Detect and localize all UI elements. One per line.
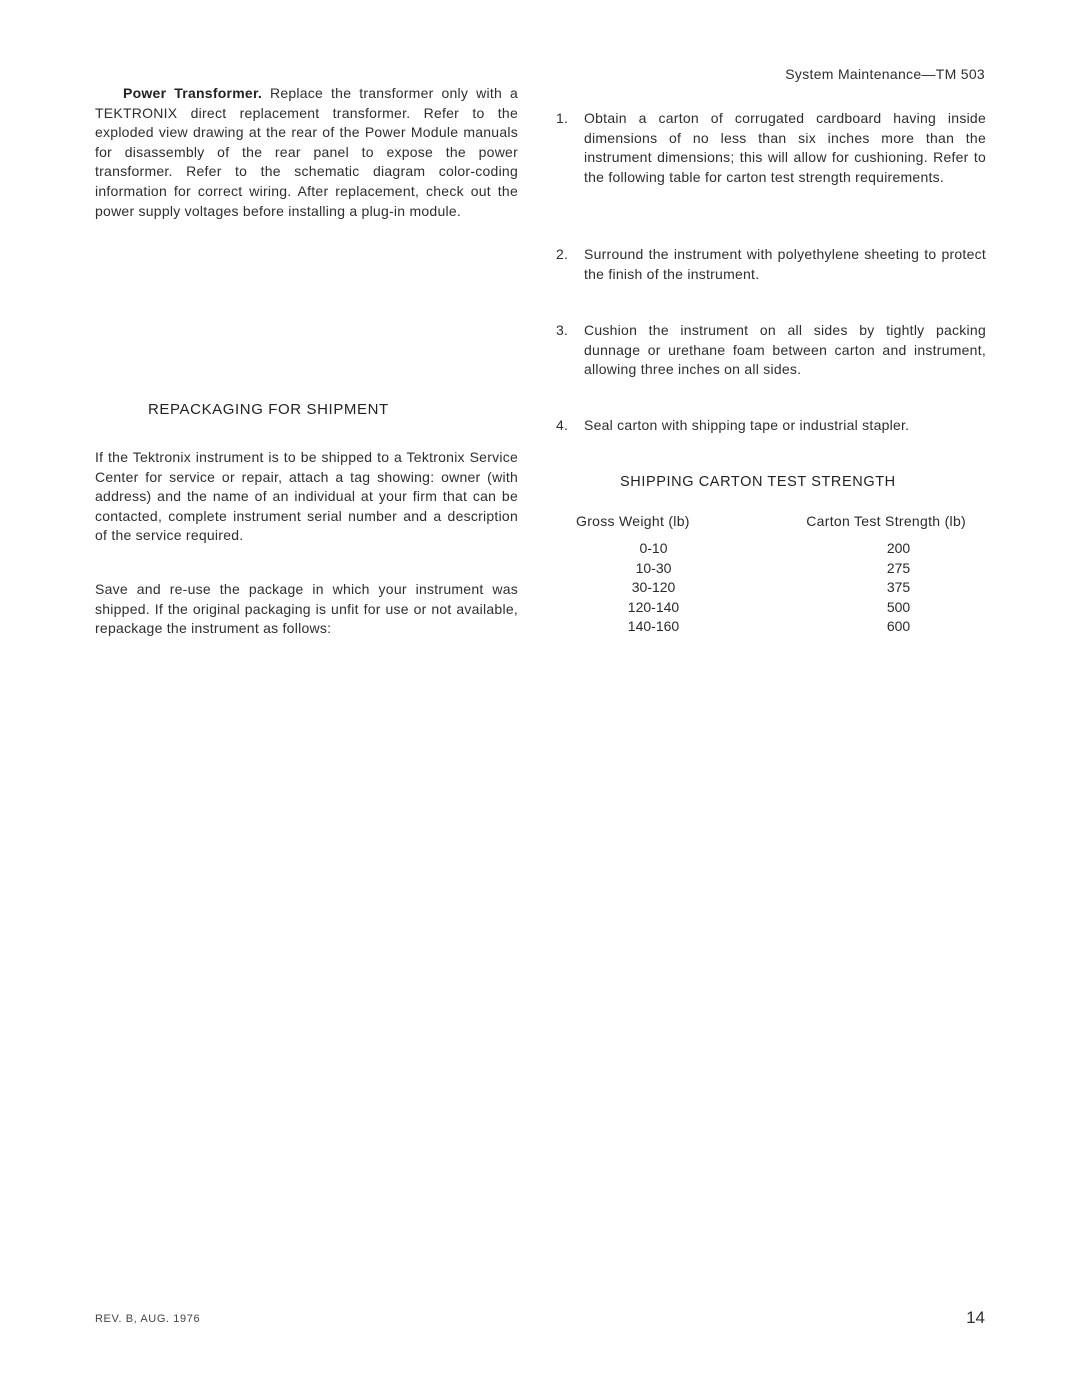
- step-number: 4.: [556, 417, 569, 433]
- table-row: [556, 617, 986, 637]
- column-header-test-strength: Carton Test Strength (lb): [806, 513, 966, 529]
- test-strength-cell: 600: [886, 618, 911, 635]
- carton-strength-table: [556, 513, 986, 637]
- repackaging-paragraph-1: If the Tektronix instrument is to be shipped to a Tektronix Service Center for service or repair, attach a tag showing: owner (with address) and the name of an individual at your firm that can be contacted, complete instrument serial number and a description of the service required.: [95, 449, 518, 544]
- step-number: 2.: [556, 246, 569, 262]
- table-title: SHIPPING CARTON TEST STRENGTH: [620, 474, 896, 490]
- table-row: [556, 598, 986, 618]
- test-strength-cell: 500: [886, 598, 911, 615]
- running-header: System Maintenance—TM 503: [785, 66, 985, 82]
- table-row: [556, 559, 986, 579]
- table-header: [556, 513, 986, 529]
- gross-weight-cell: 30-120: [631, 579, 676, 596]
- revision-note: REV. B, AUG. 1976: [95, 1313, 201, 1325]
- step-3: [556, 321, 986, 380]
- gross-weight-cell: 120-140: [627, 598, 680, 615]
- column-header-gross-weight: Gross Weight (lb): [576, 513, 690, 529]
- table-row: [556, 539, 986, 559]
- test-strength-cell: 375: [886, 579, 911, 596]
- power-transformer-lead: Power Transformer.: [123, 85, 263, 101]
- step-2: [556, 245, 986, 284]
- step-text: Cushion the instrument on all sides by tightly packing dunnage or urethane foam between carton and instrument, allowing three inches on all sides.: [584, 322, 986, 378]
- page-number: 14: [966, 1308, 985, 1327]
- repackaging-paragraph-2: Save and re-use the package in which your instrument was shipped. If the original packaging is unfit for use or not available, repackage the instrument as follows:: [95, 581, 518, 637]
- step-4: [556, 416, 986, 436]
- step-text: Obtain a carton of corrugated cardboard having inside dimensions of no less than six inches more than the instrument dimensions; this will allow for cushioning. Refer to the following table for carton test strength requirements.: [584, 110, 986, 185]
- gross-weight-cell: 140-160: [627, 618, 680, 635]
- repackaging-heading: REPACKAGING FOR SHIPMENT: [148, 401, 389, 418]
- step-number: 3.: [556, 322, 569, 338]
- gross-weight-cell: 10-30: [635, 559, 672, 576]
- gross-weight-cell: 0-10: [639, 540, 668, 556]
- test-strength-cell: 275: [886, 559, 911, 576]
- test-strength-cell: 200: [886, 540, 911, 556]
- step-text: Surround the instrument with polyethylene sheeting to protect the finish of the instrument.: [584, 246, 986, 282]
- power-transformer-paragraph: [95, 84, 518, 221]
- table-row: [556, 578, 986, 598]
- step-1: [556, 109, 986, 187]
- step-text: Seal carton with shipping tape or industrial stapler.: [584, 417, 910, 433]
- power-transformer-text: Replace the transformer only with a TEKTRONIX direct replacement transformer. Refer to the exploded view drawing at the rear of the Power Module manuals for disassembly of the rear panel to expose the power transformer. Refer to the schematic diagram color-coding information for correct wiring. After replacement, check out the power supply voltages before installing a plug-in module.: [95, 85, 518, 219]
- step-number: 1.: [556, 110, 569, 126]
